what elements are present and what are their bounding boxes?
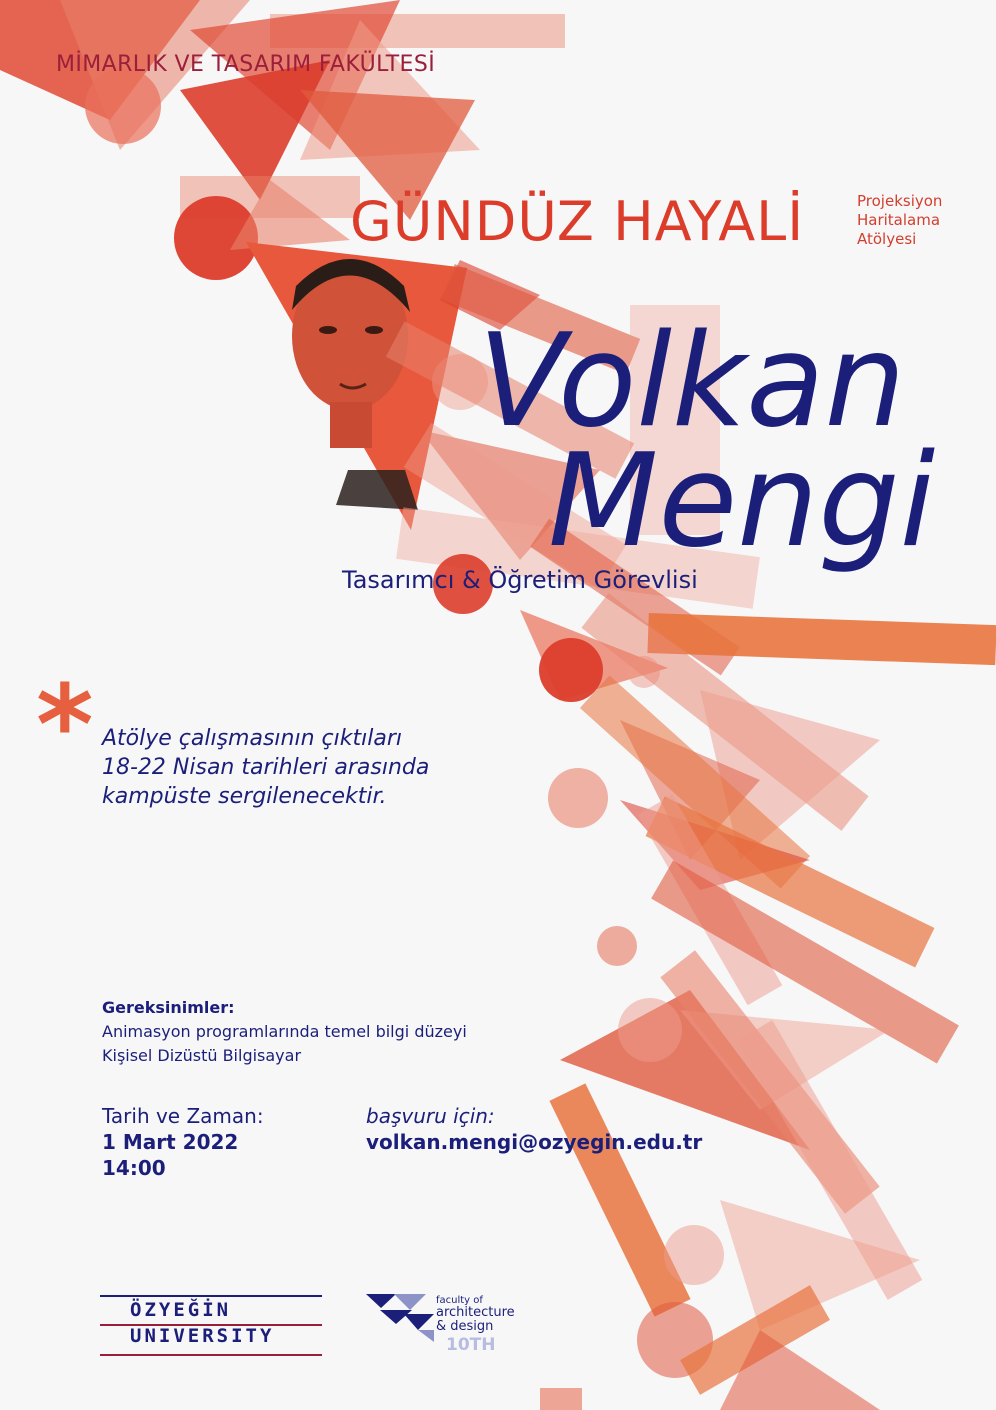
speaker-role: Tasarımcı & Öğretim Görevlisi (342, 566, 698, 594)
event-title: GÜNDÜZ HAYALİ (350, 190, 805, 253)
faculty-mark-icon (366, 1294, 436, 1342)
faculty-line: faculty of (436, 1295, 483, 1306)
speaker-first-name: Volkan (478, 307, 906, 456)
subtitle-line: Haritalama (857, 211, 941, 229)
schedule-label: Tarih ve Zaman: (102, 1104, 264, 1128)
faculty-architecture-design-logo (366, 1290, 536, 1360)
schedule-time: 14:00 (102, 1156, 166, 1180)
application-label: başvuru için: (366, 1104, 495, 1128)
event-subtitle (857, 192, 977, 249)
tenth-anniversary-mark: 10TH (446, 1335, 496, 1355)
speaker-last-name: Mengi (548, 427, 936, 576)
subtitle-line: Projeksiyon (857, 192, 943, 210)
faculty-heading: MİMARLIK VE TASARIM FAKÜLTESİ (56, 52, 436, 77)
requirement-item: Kişisel Dizüstü Bilgisayar (102, 1046, 302, 1065)
schedule-date: 1 Mart 2022 (102, 1130, 239, 1154)
logo-word-university: UNIVERSITY (130, 1325, 275, 1347)
logo-rule (100, 1354, 322, 1356)
asterisk-icon: * (36, 661, 94, 789)
logo-word-ozyegin: ÖZYEĞİN (130, 1299, 232, 1321)
faculty-line: architecture (436, 1305, 515, 1320)
ozyegin-university-logo (100, 1292, 322, 1362)
logo-rule (100, 1295, 322, 1297)
requirements-title: Gereksinimler: (102, 998, 235, 1017)
faculty-line: & design (436, 1319, 494, 1334)
subtitle-line: Atölyesi (857, 230, 917, 248)
note-line: kampüste sergilenecektir. (102, 784, 387, 809)
note-line: Atölye çalışmasının çıktıları (102, 726, 402, 751)
application-email[interactable]: volkan.mengi@ozyegin.edu.tr (366, 1130, 703, 1154)
note-line: 18-22 Nisan tarihleri arasında (102, 755, 430, 780)
requirement-item: Animasyon programlarında temel bilgi düzeyi (102, 1022, 467, 1041)
exhibition-note (102, 724, 502, 811)
